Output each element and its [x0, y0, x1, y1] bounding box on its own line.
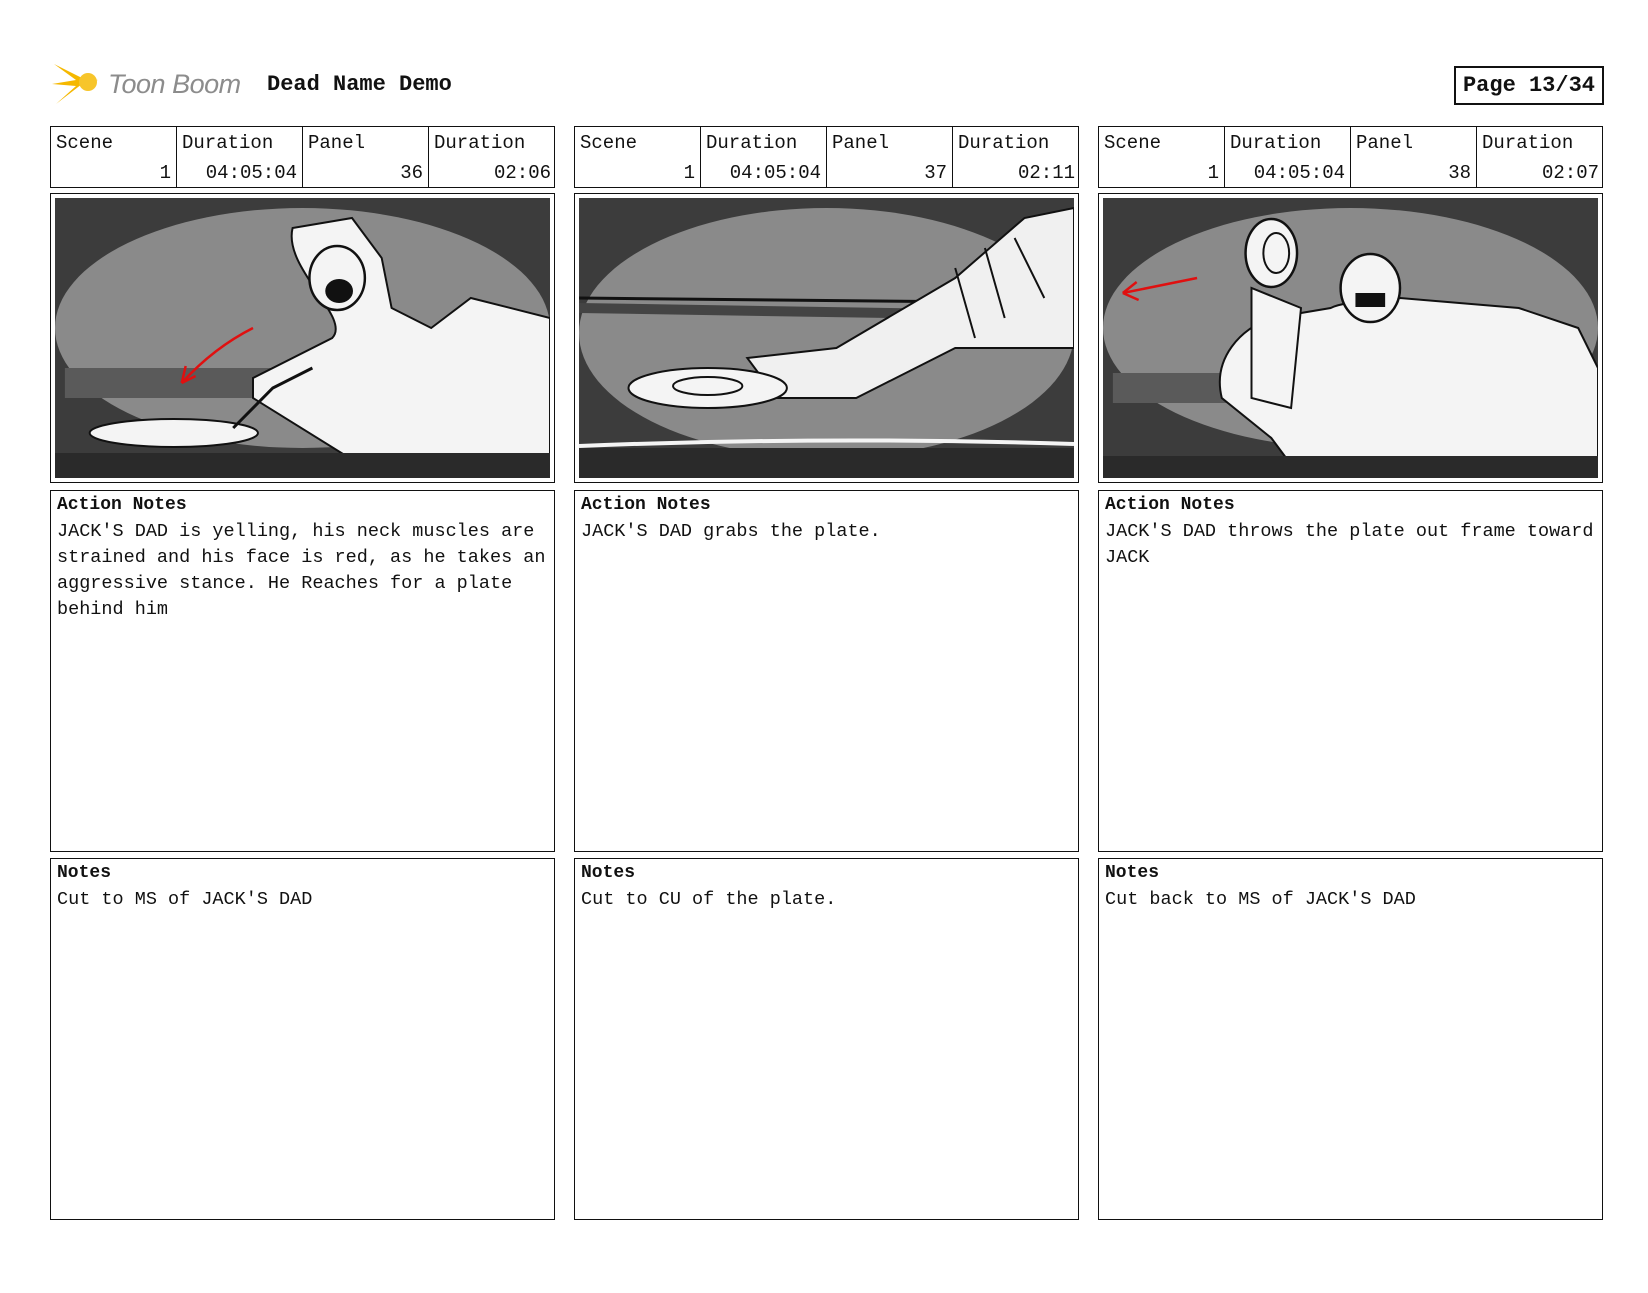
duration-label: Duration [1482, 132, 1574, 154]
action-notes-title: Action Notes [57, 495, 187, 515]
panel-value: 37 [924, 162, 947, 184]
panel-duration-value: 02:07 [1541, 162, 1599, 184]
project-title: Dead Name Demo [267, 72, 452, 97]
toon-boom-logo [52, 58, 241, 110]
panel-label: Panel [308, 132, 366, 154]
panel-duration-cell [953, 127, 1080, 187]
scene-label: Scene [1104, 132, 1162, 154]
panel-duration-value: 02:06 [493, 162, 551, 184]
action-notes-title: Action Notes [581, 495, 711, 515]
panel-column [50, 126, 555, 1220]
scene-cell [1099, 127, 1225, 187]
notes-title: Notes [581, 863, 636, 883]
panel-info-bar [1098, 126, 1603, 188]
panel-value: 38 [1448, 162, 1471, 184]
storyboard-drawing [1103, 198, 1598, 478]
panel-cell [303, 127, 429, 187]
scene-value: 1 [159, 162, 171, 184]
panel-label: Panel [1356, 132, 1414, 154]
panel-column [574, 126, 1079, 1220]
action-notes-title: Action Notes [1105, 495, 1235, 515]
notes-box [1098, 858, 1603, 1220]
notes-box [574, 858, 1079, 1220]
panel-label: Panel [832, 132, 890, 154]
scene-label: Scene [580, 132, 638, 154]
notes-title: Notes [1105, 863, 1160, 883]
scene-duration-cell [177, 127, 303, 187]
scene-duration-value: 04:05:04 [1253, 162, 1345, 184]
action-notes-box [50, 490, 555, 852]
panel-duration-cell [1477, 127, 1604, 187]
action-notes-box [574, 490, 1079, 852]
panel-duration-value: 02:11 [1017, 162, 1075, 184]
storyboard-drawing [55, 198, 550, 478]
action-notes-text: JACK'S DAD grabs the plate. [581, 521, 881, 542]
storyboard-drawing [579, 198, 1074, 478]
flare-icon [52, 58, 102, 110]
duration-label: Duration [958, 132, 1050, 154]
page-number: Page 13/34 [1454, 66, 1604, 105]
action-notes-box [1098, 490, 1603, 852]
scene-duration-value: 04:05:04 [205, 162, 297, 184]
duration-label: Duration [706, 132, 798, 154]
duration-label: Duration [1230, 132, 1322, 154]
scene-value: 1 [1207, 162, 1219, 184]
page-header [52, 58, 1604, 114]
action-notes-text: JACK'S DAD is yelling, his neck muscles are strained and his face is red, as he takes an aggressive stance. He Reaches for a plate behind him [57, 521, 557, 620]
notes-text: Cut to CU of the plate. [581, 889, 837, 910]
panel-info-bar [50, 126, 555, 188]
scene-cell [575, 127, 701, 187]
notes-title: Notes [57, 863, 112, 883]
notes-box [50, 858, 555, 1220]
scene-duration-value: 04:05:04 [729, 162, 821, 184]
scene-label: Scene [56, 132, 114, 154]
logo-text: Toon Boom [108, 68, 241, 99]
duration-label: Duration [434, 132, 526, 154]
scene-cell [51, 127, 177, 187]
storyboard-frame [1098, 193, 1603, 483]
notes-text: Cut to MS of JACK'S DAD [57, 889, 313, 910]
scene-value: 1 [683, 162, 695, 184]
storyboard-frame [574, 193, 1079, 483]
panel-value: 36 [400, 162, 423, 184]
scene-duration-cell [701, 127, 827, 187]
notes-text: Cut back to MS of JACK'S DAD [1105, 889, 1416, 910]
scene-duration-cell [1225, 127, 1351, 187]
duration-label: Duration [182, 132, 274, 154]
panel-cell [827, 127, 953, 187]
panel-cell [1351, 127, 1477, 187]
panel-column [1098, 126, 1603, 1220]
panel-duration-cell [429, 127, 556, 187]
action-notes-text: JACK'S DAD throws the plate out frame toward JACK [1105, 521, 1605, 568]
storyboard-frame [50, 193, 555, 483]
panel-info-bar [574, 126, 1079, 188]
